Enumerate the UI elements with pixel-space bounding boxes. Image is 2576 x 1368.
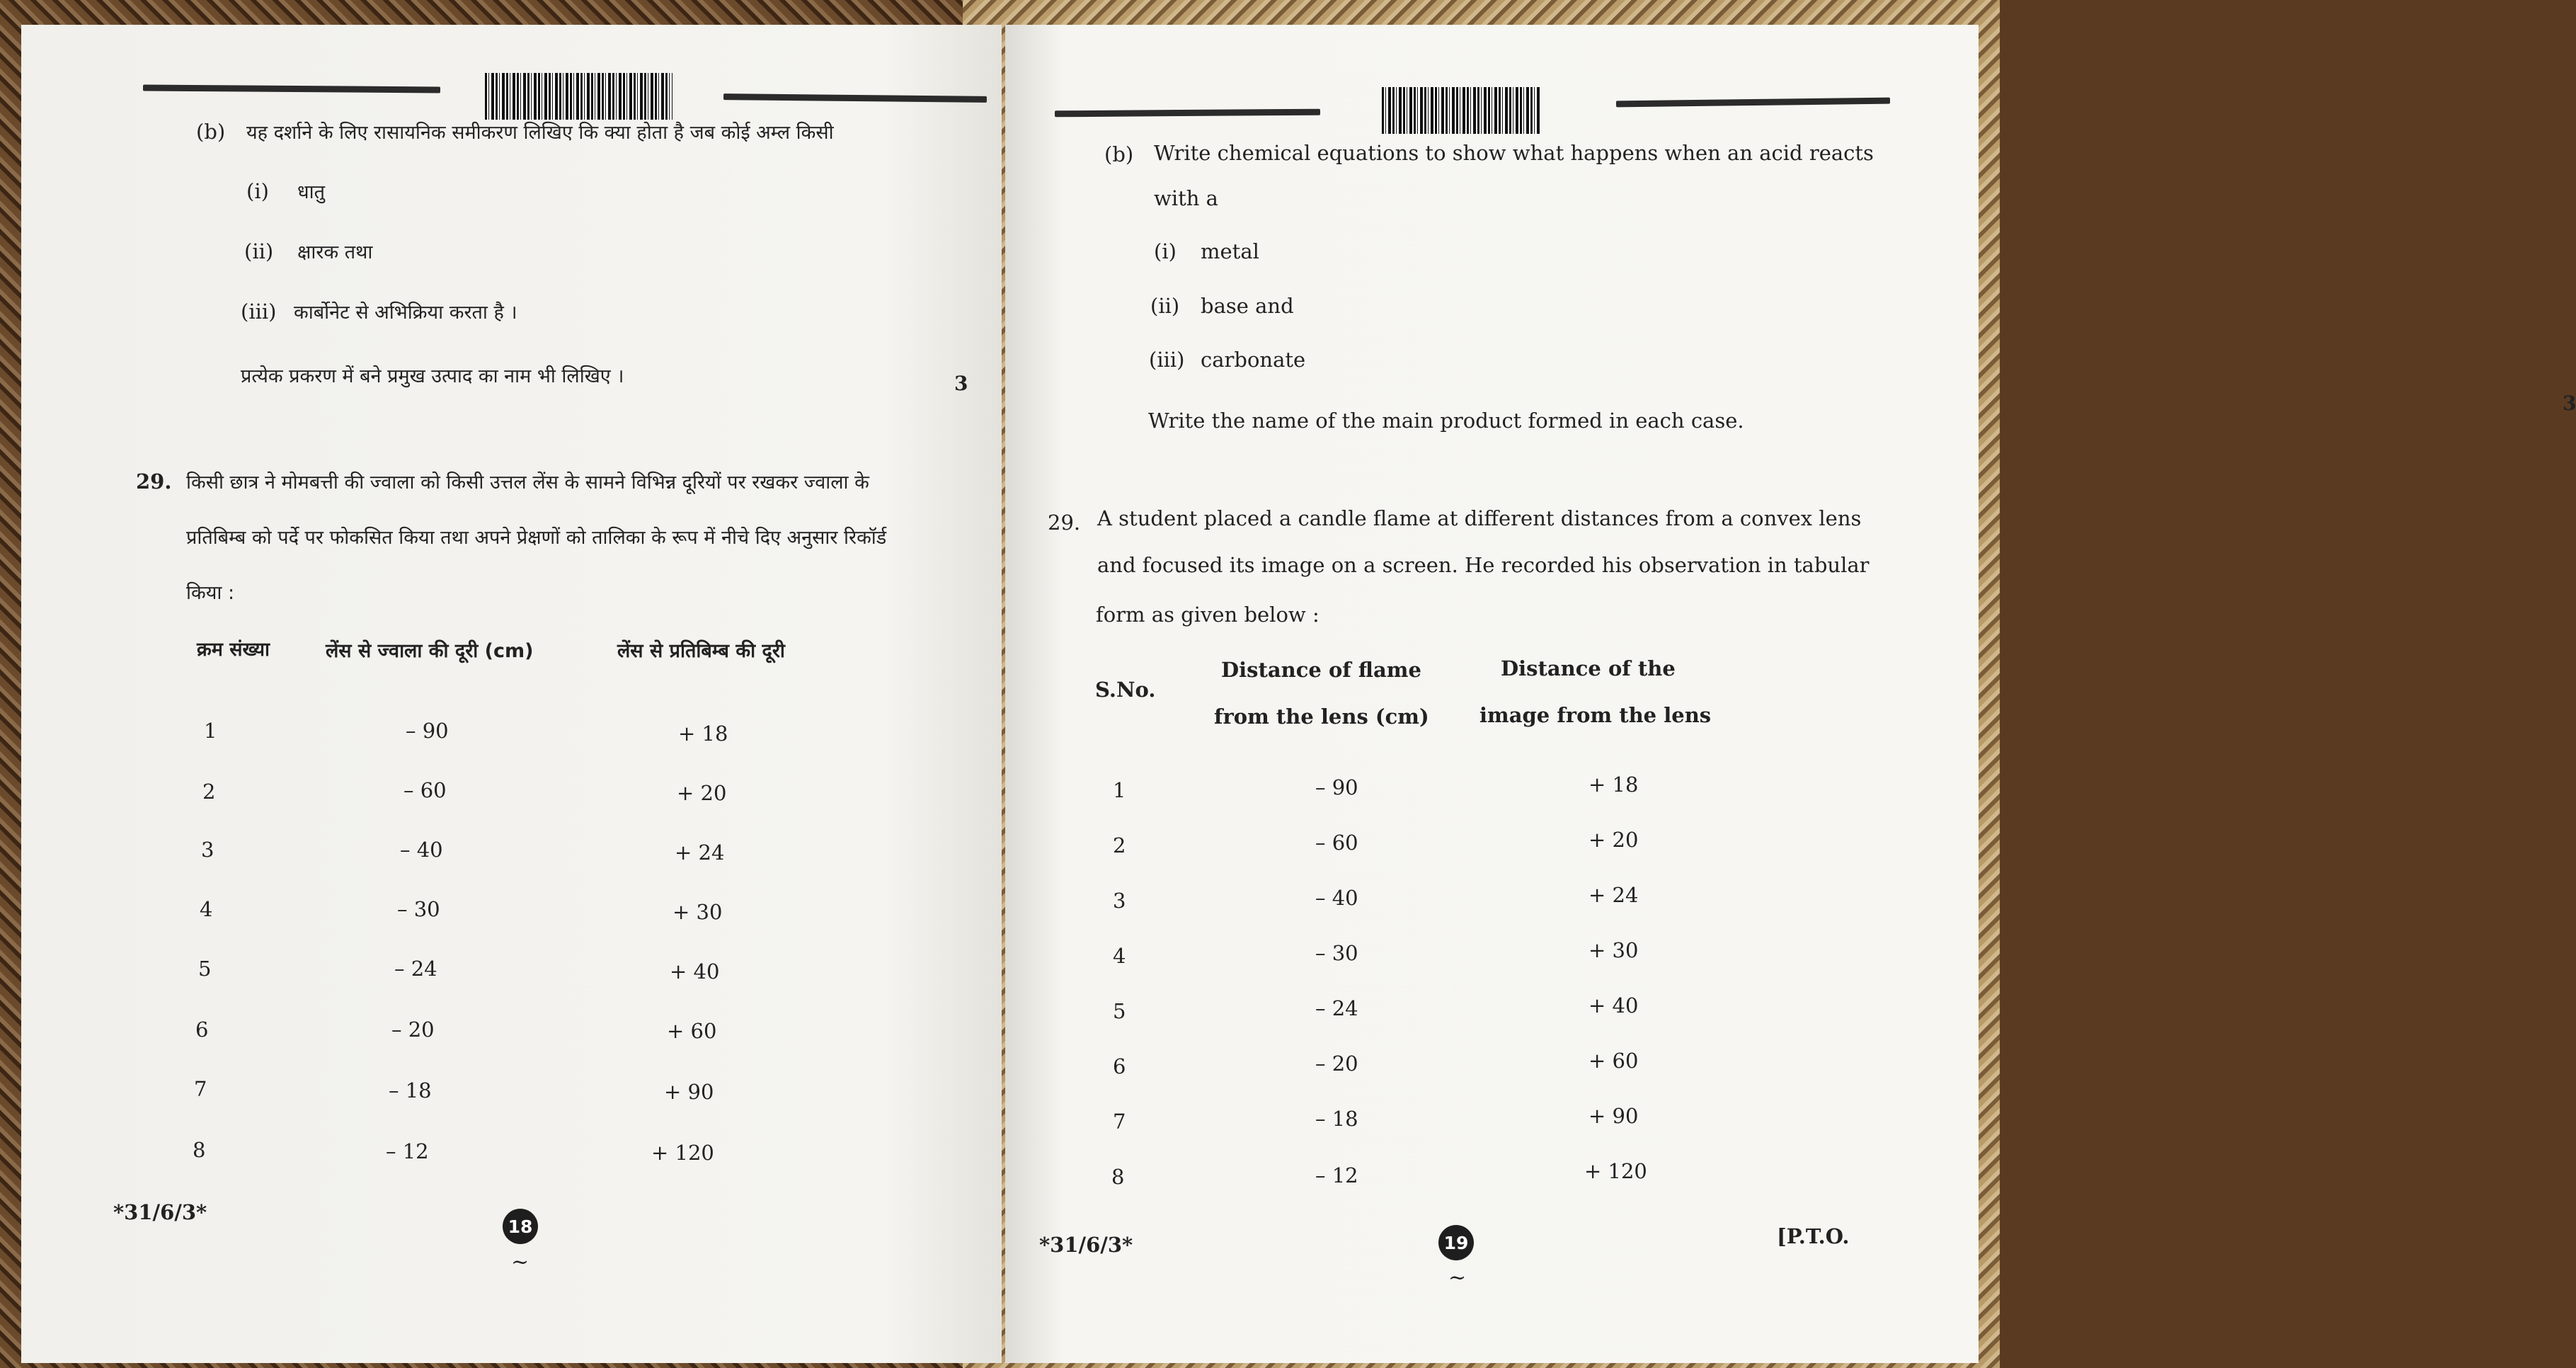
- item-number: (i): [1154, 239, 1177, 263]
- item-number: (iii): [1149, 348, 1185, 372]
- table-cell: + 40: [1588, 993, 1639, 1018]
- table-cell: 4: [200, 897, 213, 921]
- table-cell: – 20: [391, 1018, 435, 1042]
- table-header-image: Distance of the: [1501, 656, 1676, 680]
- barcode: [485, 73, 672, 120]
- table-cell: + 30: [672, 900, 723, 924]
- question-line: किसी छात्र ने मोमबत्ती की ज्वाला को किसी उत्तल लेंस के सामने विभिन्न दूरियों पर रखकर ज्वाला के: [186, 472, 869, 494]
- header-rule-right: [1616, 98, 1890, 108]
- table-cell: + 24: [1588, 883, 1639, 907]
- table-cell: + 90: [1588, 1104, 1639, 1128]
- item-text: धातु: [297, 181, 325, 203]
- table-cell: 1: [1113, 778, 1126, 802]
- table-cell: – 30: [1315, 941, 1358, 965]
- table-cell: + 18: [678, 722, 728, 746]
- table-cell: 7: [1113, 1110, 1126, 1134]
- table-cell: – 24: [394, 957, 437, 981]
- table-cell: 3: [1113, 889, 1126, 913]
- item-text: क्षारक तथा: [297, 241, 373, 263]
- table-cell: – 40: [400, 838, 443, 862]
- marks: 3: [954, 372, 968, 395]
- table-cell: – 18: [1315, 1107, 1358, 1131]
- table-header: लेंस से प्रतिबिम्ब की दूरी: [617, 640, 785, 662]
- table-cell: + 20: [677, 781, 727, 805]
- tilde-mark: ~: [1448, 1265, 1467, 1290]
- item-text: base and: [1201, 294, 1294, 318]
- item-text: कार्बोनेट से अभिक्रिया करता है ।: [294, 302, 517, 324]
- table-cell: + 60: [1588, 1049, 1639, 1073]
- part-text: यह दर्शाने के लिए रासायनिक समीकरण लिखिए कि क्या होता है जब कोई अम्ल किसी: [246, 122, 834, 144]
- item-number: (ii): [244, 239, 274, 263]
- paper-code: *31/6/3*: [113, 1200, 207, 1224]
- table-cell: 2: [1113, 833, 1126, 857]
- part-label: (b): [196, 120, 226, 144]
- table-cell: – 90: [406, 719, 449, 743]
- table-cell: 5: [198, 957, 212, 981]
- page-number-badge: 18: [503, 1209, 538, 1244]
- item-text: carbonate: [1201, 348, 1306, 372]
- table-cell: + 30: [1588, 938, 1639, 962]
- table-header: लेंस से ज्वाला की दूरी (cm): [326, 640, 534, 662]
- table-cell: – 60: [403, 778, 447, 802]
- table-cell: + 18: [1588, 773, 1639, 797]
- table-cell: 5: [1113, 999, 1126, 1023]
- paper-code: *31/6/3*: [1039, 1233, 1133, 1257]
- table-cell: 2: [202, 780, 216, 804]
- case-note: प्रत्येक प्रकरण में बने प्रमुख उत्पाद का नाम भी लिखिए ।: [241, 365, 624, 387]
- table-cell: – 12: [386, 1139, 429, 1163]
- table-header-sno: S.No.: [1095, 678, 1156, 702]
- table-cell: – 24: [1315, 996, 1358, 1020]
- question-line: प्रतिबिम्ब को पर्दे पर फोकसित किया तथा अपने प्रेक्षणों को तालिका के रूप में नीचे दिए अनुसार रिकॉर्ड: [186, 527, 887, 549]
- table-cell: 6: [195, 1018, 209, 1042]
- table-cell: 8: [193, 1138, 206, 1162]
- table-cell: – 60: [1315, 831, 1358, 855]
- left-page: [21, 25, 1002, 1363]
- part-label: (b): [1104, 142, 1134, 166]
- table-cell: 4: [1113, 944, 1126, 968]
- right-page: [1005, 25, 2576, 1363]
- marks: 3: [2563, 392, 2576, 415]
- case-note: Write the name of the main product formed in each case.: [1148, 409, 1744, 433]
- header-rule-left: [1055, 109, 1320, 118]
- tilde-mark: ~: [511, 1250, 529, 1275]
- page-number-badge: 19: [1438, 1225, 1474, 1260]
- part-text: with a: [1154, 186, 1218, 210]
- item-text: metal: [1201, 239, 1259, 263]
- item-number: (iii): [241, 300, 277, 324]
- table-cell: + 60: [667, 1019, 717, 1043]
- part-text: Write chemical equations to show what happens when an acid reacts: [1154, 141, 1874, 165]
- question-number: 29.: [1048, 511, 1081, 535]
- table-cell: – 18: [389, 1078, 432, 1102]
- table-header: क्रम संख्या: [197, 639, 270, 661]
- item-number: (i): [246, 179, 269, 203]
- question-line: A student placed a candle flame at different distances from a convex lens: [1097, 506, 1862, 530]
- table-cell: + 40: [670, 959, 720, 984]
- question-line: and focused its image on a screen. He recorded his observation in tabular: [1097, 553, 1870, 577]
- barcode: [1382, 87, 1541, 134]
- table-cell: – 30: [397, 897, 440, 921]
- table-header-image: image from the lens: [1479, 703, 1712, 727]
- table-cell: 8: [1111, 1165, 1125, 1189]
- item-number: (ii): [1150, 294, 1180, 318]
- table-cell: 3: [201, 838, 214, 862]
- table-cell: + 120: [1584, 1159, 1647, 1183]
- table-cell: + 120: [651, 1141, 714, 1165]
- table-cell: + 20: [1588, 828, 1639, 852]
- question-line: form as given below :: [1096, 603, 1320, 627]
- table-cell: – 40: [1315, 886, 1358, 910]
- table-cell: 1: [204, 719, 217, 743]
- table-cell: + 90: [664, 1080, 714, 1104]
- table-cell: + 24: [675, 840, 725, 865]
- pto-label: [P.T.O.: [1777, 1224, 1850, 1248]
- table-cell: – 20: [1315, 1051, 1358, 1076]
- table-cell: 6: [1113, 1054, 1126, 1078]
- header-rule-right: [723, 93, 987, 103]
- table-header-flame: from the lens (cm): [1214, 705, 1429, 729]
- table-cell: – 90: [1315, 775, 1358, 799]
- table-cell: 7: [194, 1077, 207, 1101]
- table-cell: – 12: [1315, 1163, 1358, 1187]
- question-line: किया :: [186, 582, 235, 604]
- header-rule-left: [143, 85, 440, 93]
- question-number: 29.: [136, 469, 172, 494]
- table-header-flame: Distance of flame: [1221, 658, 1421, 682]
